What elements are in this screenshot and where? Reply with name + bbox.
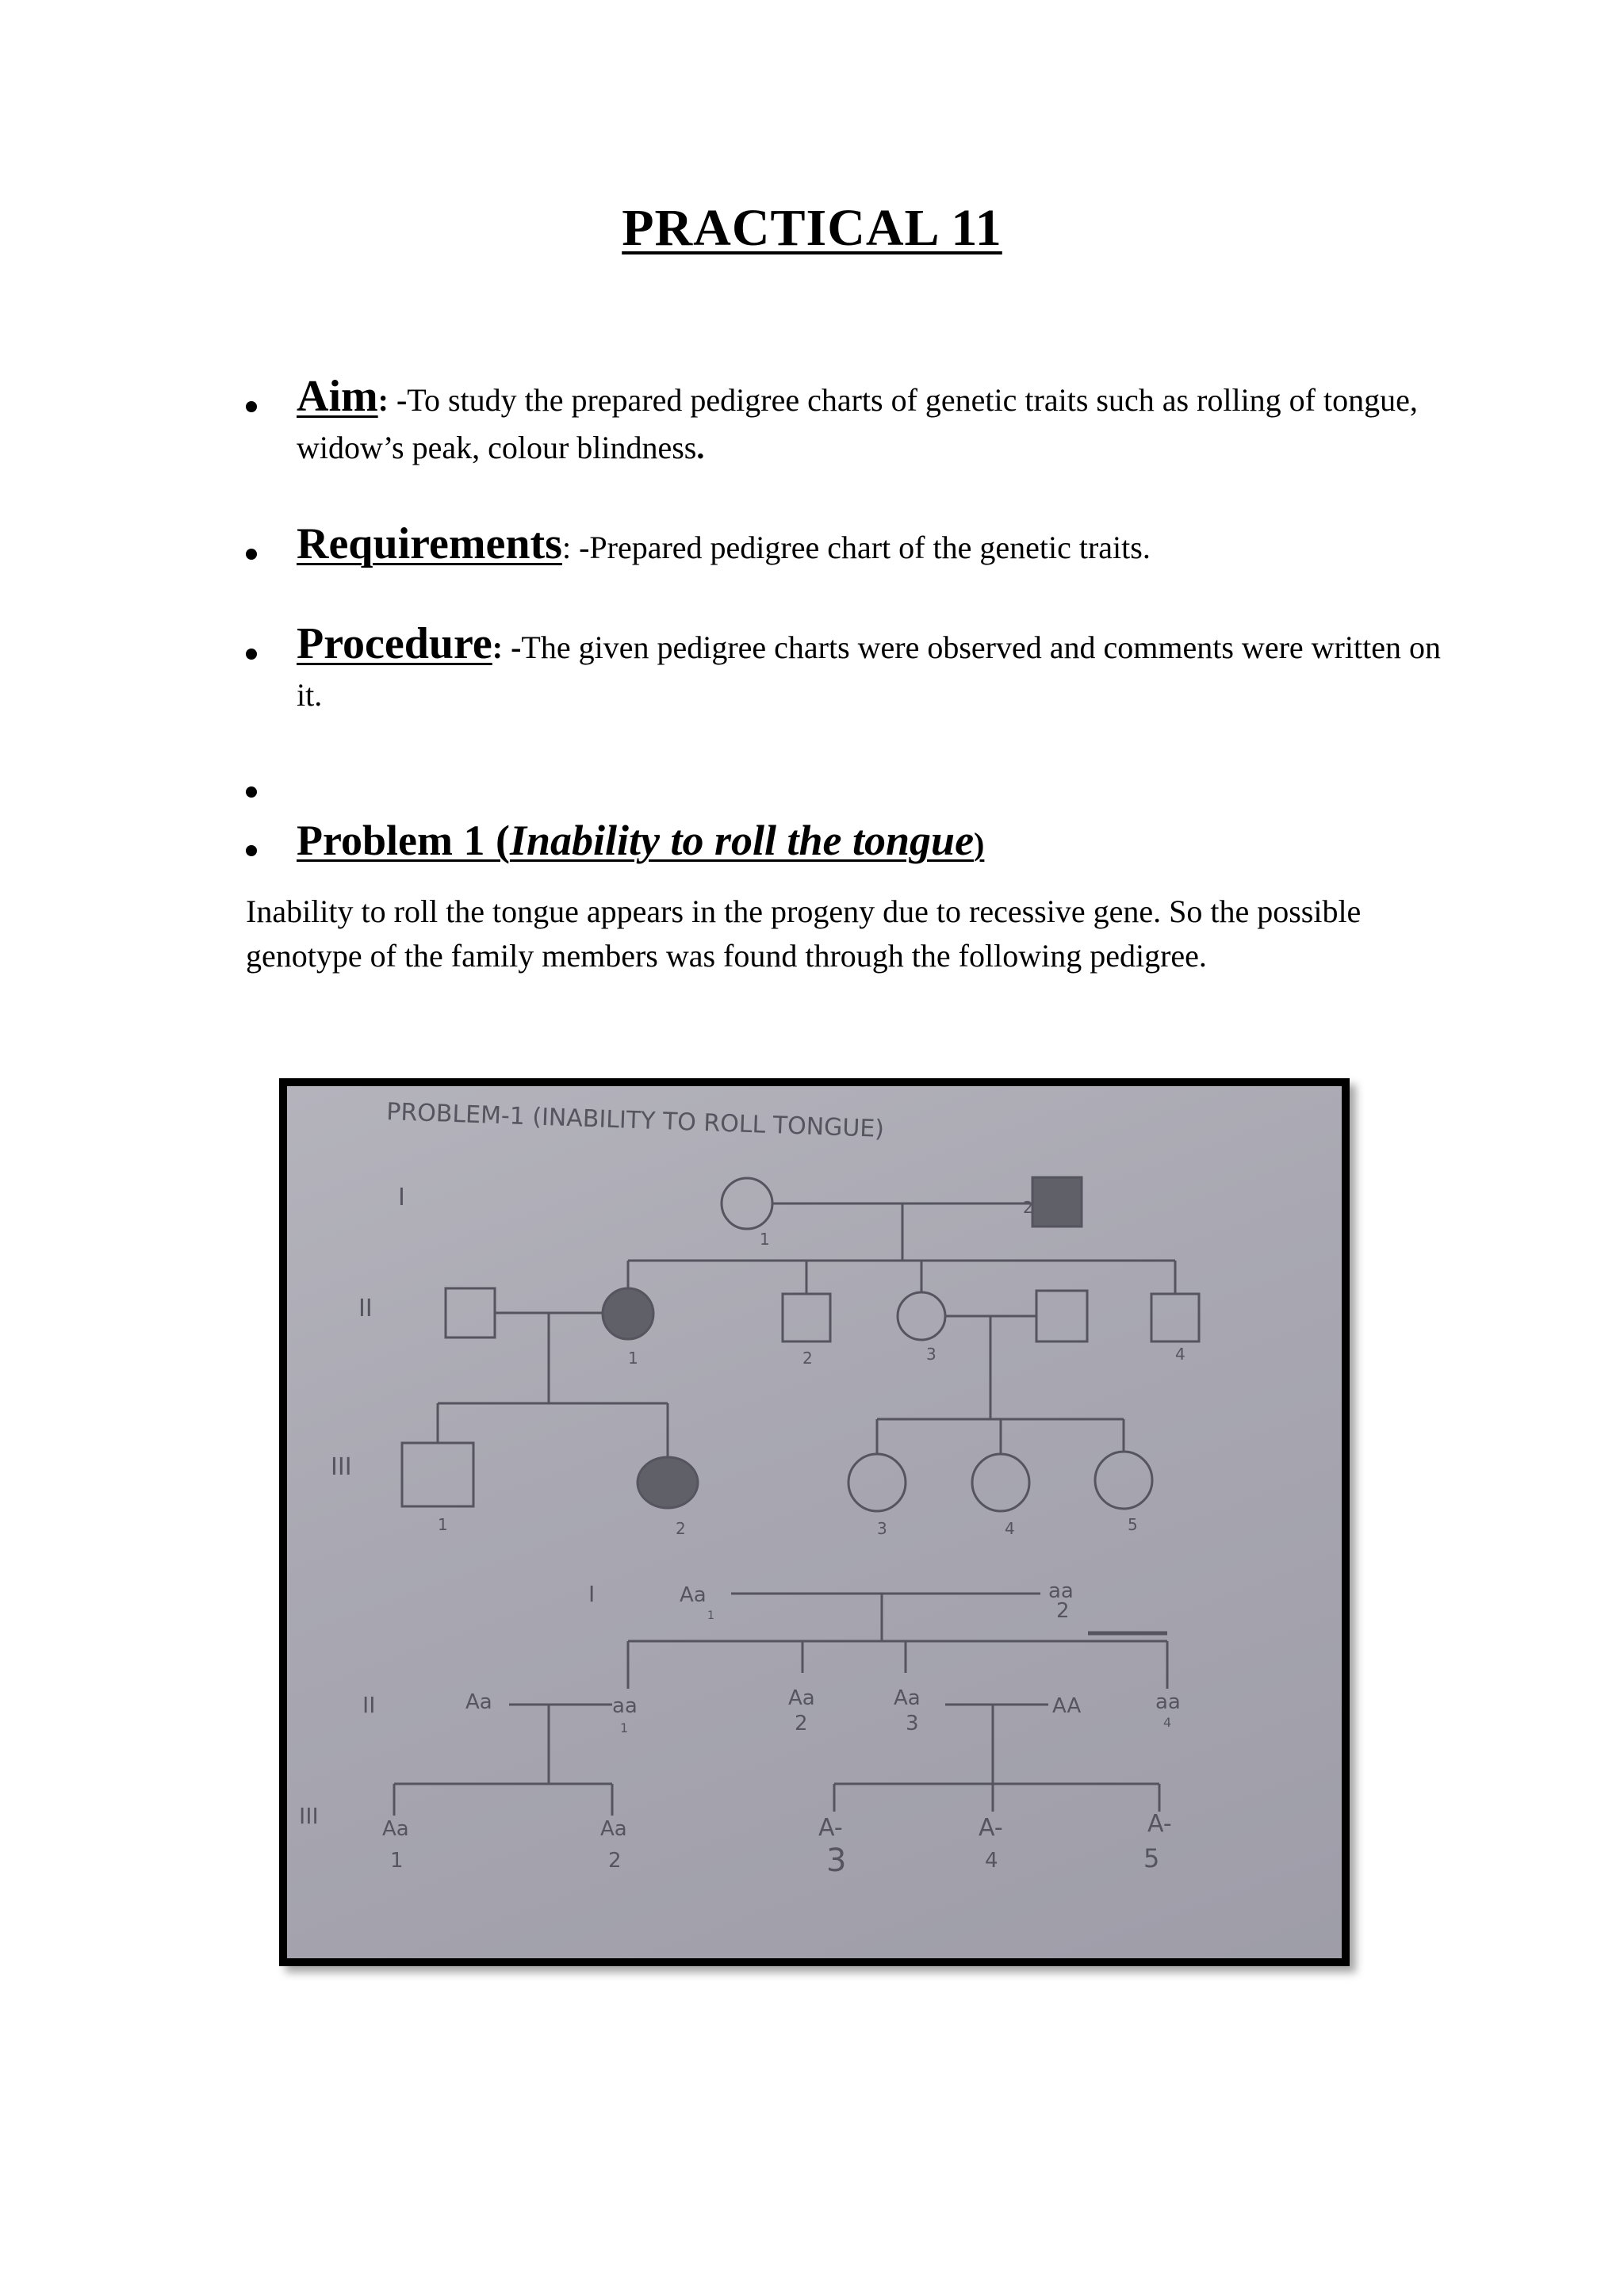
svg-text:A-: A- (979, 1814, 1003, 1842)
svg-text:Aa: Aa (894, 1686, 921, 1710)
svg-text:I: I (588, 1581, 596, 1607)
svg-text:4: 4 (985, 1849, 998, 1873)
svg-text:2: 2 (608, 1849, 622, 1873)
svg-text:1: 1 (707, 1609, 714, 1622)
svg-text:Aa: Aa (382, 1817, 409, 1841)
svg-text:aa: aa (612, 1694, 638, 1718)
svg-text:3: 3 (906, 1712, 919, 1735)
svg-text:A-: A- (1147, 1810, 1172, 1838)
procedure-item: Procedure: -The given pedigree charts were observed and comments were written on it. (297, 619, 1441, 713)
svg-text:4: 4 (1163, 1715, 1172, 1730)
svg-text:3: 3 (877, 1519, 887, 1538)
pedigree-photo (279, 1078, 1350, 1966)
svg-text:II: II (362, 1692, 376, 1718)
requirements-label: Requirements (297, 519, 562, 568)
problem1-heading: Problem 1 (Inability to roll the tongue) (297, 817, 985, 864)
svg-text:AA: AA (1052, 1694, 1082, 1718)
svg-text:aa: aa (1155, 1690, 1181, 1714)
procedure-label: Procedure (297, 619, 492, 668)
gen2-male-4 (1151, 1294, 1199, 1341)
bullet (246, 549, 257, 560)
gen2-female-3 (898, 1292, 945, 1340)
bullet (246, 845, 257, 856)
svg-text:4: 4 (1175, 1345, 1185, 1364)
pedigree-drawing (287, 1086, 1342, 1958)
svg-text:1: 1 (438, 1515, 448, 1534)
svg-text:2: 2 (676, 1519, 686, 1538)
svg-text:A-: A- (818, 1814, 843, 1842)
svg-text:5: 5 (1128, 1515, 1138, 1534)
svg-text:2: 2 (795, 1712, 808, 1735)
gen2-spouse-male-2 (1036, 1291, 1087, 1341)
problem1-paragraph: Inability to roll the tongue appears in the progeny due to recessive gene. So the possible genotype of the family members was found through the following pedigree. (246, 894, 1362, 974)
svg-text:3: 3 (926, 1345, 936, 1364)
svg-text:III: III (299, 1803, 319, 1829)
figure-title: PROBLEM-1 (INABILITY TO ROLL TONGUE) (385, 1098, 885, 1143)
page-title: PRACTICAL 11 (622, 199, 1002, 257)
requirements-text: -Prepared pedigree chart of the genetic traits. (571, 530, 1151, 565)
gen-label-3: III (331, 1453, 352, 1481)
gen2-female-1 (603, 1288, 653, 1339)
gen-label-1: I (398, 1184, 405, 1211)
svg-text:1: 1 (390, 1849, 404, 1873)
gen2-spouse-male (446, 1288, 495, 1337)
gen3-male-1 (402, 1443, 473, 1506)
svg-text:Aa: Aa (600, 1817, 627, 1841)
gen-label-2: II (358, 1295, 373, 1322)
svg-text:2: 2 (802, 1349, 813, 1368)
svg-text:aa: aa (1048, 1579, 1074, 1603)
gen3-female-4 (972, 1454, 1029, 1511)
svg-text:3: 3 (826, 1843, 847, 1879)
gen1-male-2 (1032, 1177, 1082, 1226)
svg-text:1: 1 (628, 1349, 638, 1368)
bullet (246, 649, 257, 660)
requirements-item: Requirements: -Prepared pedigree chart of the genetic traits. (297, 519, 1151, 568)
aim-item: Aim: -To study the prepared pedigree charts of genetic traits such as rolling of tongue, widow’s peak, colour blindness. (297, 372, 1418, 465)
gen3-female-5 (1095, 1452, 1152, 1509)
svg-text:2: 2 (1056, 1599, 1070, 1623)
svg-text:Aa: Aa (465, 1690, 492, 1714)
gen1-female-1 (722, 1178, 772, 1229)
svg-text:4: 4 (1005, 1519, 1015, 1538)
gen3-female-2 (638, 1457, 698, 1508)
svg-text:Aa: Aa (788, 1686, 815, 1710)
gen2-male-2 (783, 1294, 830, 1341)
svg-text:2: 2 (1023, 1198, 1033, 1217)
procedure-text: The given pedigree charts were observed and comments were written on it. (297, 629, 1441, 713)
bullet (246, 786, 257, 798)
aim-text: To study the prepared pedigree charts of genetic traits such as rolling of tongue, widow’s peak, colour blindness (297, 382, 1418, 465)
svg-text:5: 5 (1143, 1843, 1160, 1873)
aim-label: Aim (297, 372, 378, 421)
svg-text:1: 1 (760, 1230, 770, 1249)
svg-text:1: 1 (620, 1720, 629, 1735)
bullet (246, 401, 257, 412)
gen3-female-3 (848, 1454, 906, 1511)
svg-text:Aa: Aa (680, 1583, 707, 1607)
